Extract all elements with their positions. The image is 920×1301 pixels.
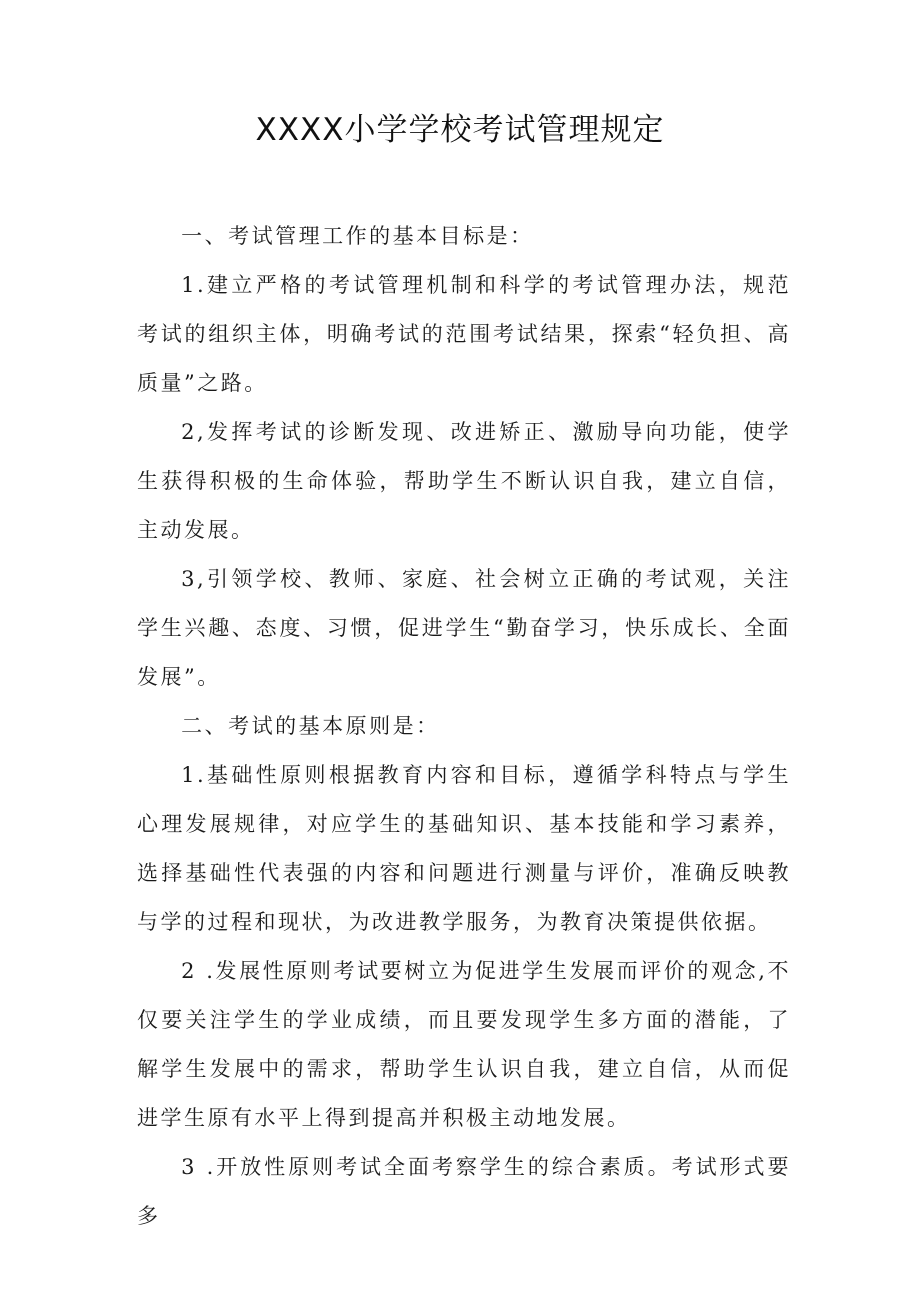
document-title: XXXX小学学校考试管理规定 bbox=[255, 112, 665, 148]
paragraph-goal-2: 2,发挥考试的诊断发现、改进矫正、激励导向功能，使学生获得积极的生命体验，帮助学生不断认识自我，建立自信，主动发展。 bbox=[137, 420, 791, 542]
section-heading-goals: 一、考试管理工作的基本目标是： bbox=[181, 224, 534, 248]
paragraph-principle-1: 1.基础性原则根据教育内容和目标，遵循学科特点与学生心理发展规律，对应学生的基础知识、基本技能和学习素养，选择基础性代表强的内容和问题进行测量与评价，准确反映教与学的过程和现状，为改进教学服务，为教育决策提供依据。 bbox=[137, 763, 791, 934]
paragraph-goal-3: 3,引领学校、教师、家庭、社会树立正确的考试观，关注学生兴趣、态度、习惯，促进学生“勤奋学习，快乐成长、全面发展”。 bbox=[137, 567, 791, 689]
paragraph-principle-2: 2 .发展性原则考试要树立为促进学生发展而评价的观念,不仅要关注学生的学业成绩，而且要发现学生多方面的潜能，了解学生发展中的需求，帮助学生认识自我，建立自信，从而促进学生原有水平上得到提高并积极主动地发展。 bbox=[137, 959, 791, 1130]
document-body bbox=[137, 212, 791, 1241]
section-heading-principles: 二、考试的基本原则是： bbox=[181, 714, 440, 738]
paragraph-goal-1: 1.建立严格的考试管理机制和科学的考试管理办法，规范考试的组织主体，明确考试的范围考试结果，探索“轻负担、高质量”之路。 bbox=[137, 273, 791, 395]
paragraph-principle-3: 3 .开放性原则考试全面考察学生的综合素质。考试形式要多 bbox=[137, 1155, 791, 1228]
